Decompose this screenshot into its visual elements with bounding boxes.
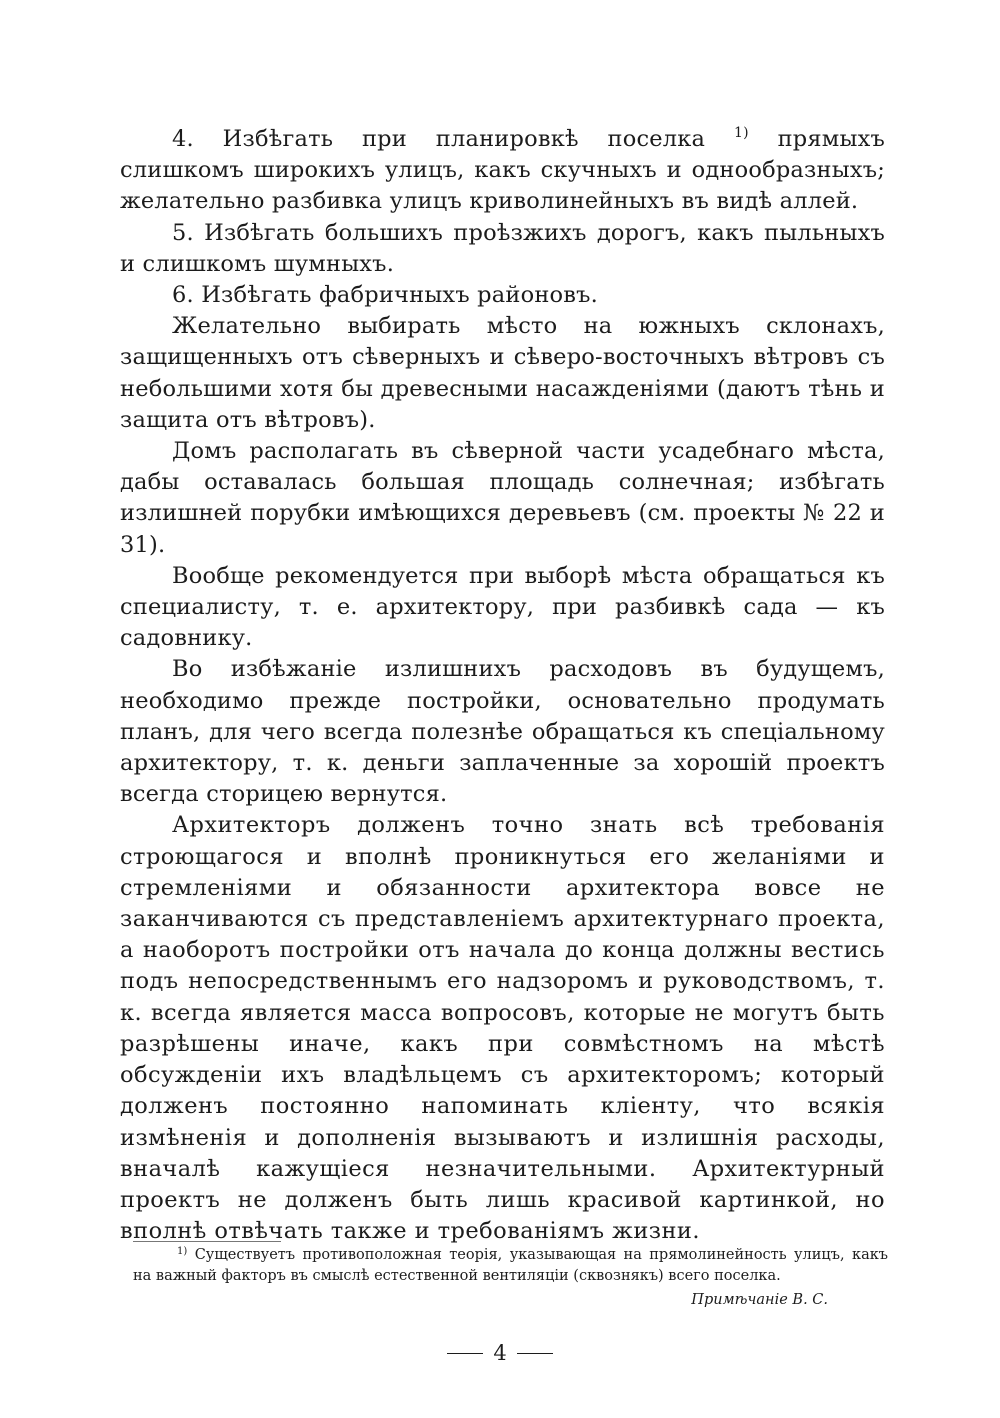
paragraph-3: 6. Избѣгать фабричныхъ районовъ. — [172, 282, 599, 309]
page-number-dash-left — [447, 1353, 483, 1354]
paragraph-7: Во избѣжаніе излишнихъ расходовъ въ будущемъ, необходимо прежде постройки, основательно продумать планъ, для чего всегда полезнѣе обращаться къ спеціальному архитектору, т. к. деньги заплаченные за хорошій проектъ всегда сторицею вернутся. — [120, 656, 885, 808]
footnote-mark: 1) — [177, 1246, 188, 1257]
footnote-reference: 1) — [733, 125, 749, 141]
footnote-divider — [133, 1241, 281, 1242]
body-text — [120, 124, 885, 1247]
footnote-text: Существуетъ противоположная теорія, указывающая на прямолинейность улицъ, какъ на важный факторъ въ смыслѣ естественной вентиляціи (сквознякъ) всего поселка. — [133, 1247, 888, 1284]
page-number-dash-right — [517, 1353, 553, 1354]
paragraph-6: Вообще рекомендуется при выборѣ мѣста обращаться къ специалисту, т. е. архитектору, при разбивкѣ сада — къ садовнику. — [120, 562, 885, 652]
paragraph-5: Домъ располагать въ сѣверной части усадебнаго мѣста, дабы оставалась большая площадь солнечная; избѣгать излишней порубки имѣющихся деревьевъ (см. проекты № 22 и 31). — [120, 438, 885, 558]
footnote-signature: Примѣчаніе В. С. — [691, 1292, 828, 1308]
paragraph-8: Архитекторъ долженъ точно знать всѣ требованія строющагося и вполнѣ проникнуться его желаніями и стремленіями и обязанности архитектора вовсе не заканчиваются съ представленіемъ архитектурнаго проекта, а наоборотъ постройки отъ начала до конца должны вестись подъ непосредственнымъ его надзоромъ и руководствомъ, т. к. всегда является масса вопросовъ, которые не могутъ быть разрѣшены иначе, какъ при совмѣстномъ на мѣстѣ обсужденіи ихъ владѣльцемъ съ архитекторомъ; который долженъ постоянно напоминать кліенту, что всякія измѣненія и дополненія вызываютъ и излишнія расходы, вначалѣ кажущіеся незначительными. Архитектурный проектъ не долженъ быть лишь красивой картинкой, но вполнѣ отвѣчать также и требованіямъ жизни. — [120, 812, 885, 1245]
paragraph-1-rest: прямыхъ слишкомъ широкихъ улицъ, какъ скучныхъ и однообразныхъ; желательно разбивка улицъ криволинейныхъ въ видѣ аллей. — [120, 126, 885, 215]
page-number: 4 — [493, 1341, 507, 1365]
paragraph-4: Желательно выбирать мѣсто на южныхъ склонахъ, защищенныхъ отъ сѣверныхъ и сѣверо-восточныхъ вѣтровъ съ небольшими хотя бы древесными насажденіями (даютъ тѣнь и защита отъ вѣтровъ). — [120, 313, 885, 433]
paragraph-1 — [120, 124, 885, 218]
paragraph-2: 5. Избѣгать большихъ проѣзжихъ дорогъ, какъ пыльныхъ и слишкомъ шумныхъ. — [120, 219, 885, 277]
page-number-row — [400, 1338, 600, 1368]
footnote-paragraph — [133, 1245, 888, 1286]
paragraph-1-start: 4. Избѣгать при планировкѣ поселка — [172, 126, 734, 152]
footnote — [133, 1245, 888, 1286]
